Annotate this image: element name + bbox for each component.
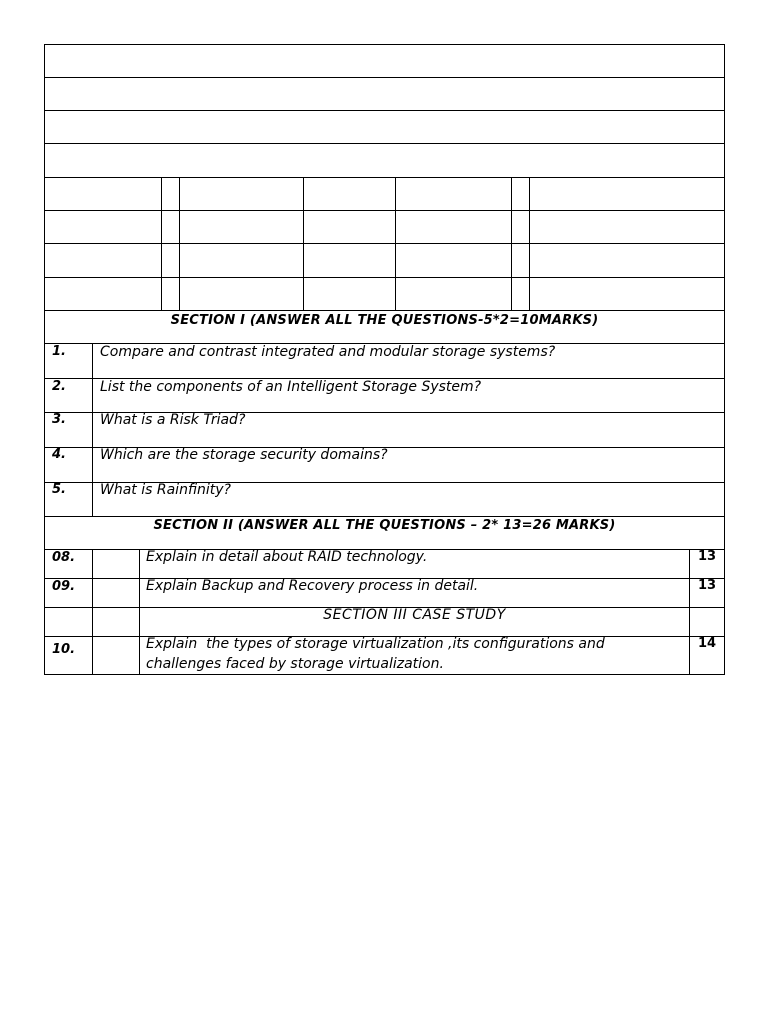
- question-number: 4.: [52, 447, 66, 462]
- question-text: Explain in detail about RAID technology.: [146, 549, 428, 565]
- table-rule: [44, 516, 725, 517]
- grid-divider: [179, 177, 180, 310]
- table-rule: [44, 243, 725, 244]
- question-text: Explain Backup and Recovery process in detail.: [146, 578, 479, 594]
- table-rule: [44, 177, 725, 178]
- question-number: 1.: [52, 344, 66, 359]
- section2-marks-divider: [689, 549, 690, 674]
- question-text: What is Rainfinity?: [100, 482, 231, 498]
- question-text: List the components of an Intelligent Storage System?: [100, 379, 482, 395]
- question-text-line-2: challenges faced by storage virtualization.: [146, 656, 444, 672]
- table-border-left: [44, 44, 45, 675]
- question-marks: 13: [697, 549, 717, 564]
- question-number: 10.: [52, 642, 76, 657]
- question-text: Compare and contrast integrated and modular storage systems?: [100, 344, 556, 360]
- table-rule: [44, 674, 725, 675]
- section2-heading: SECTION II (ANSWER ALL THE QUESTIONS – 2* 13=26 MARKS): [153, 518, 616, 533]
- question-number: 2.: [52, 379, 66, 394]
- table-border-right: [724, 44, 725, 675]
- table-rule: [44, 44, 725, 45]
- grid-divider: [529, 177, 530, 310]
- grid-divider: [161, 177, 162, 310]
- grid-divider: [303, 177, 304, 310]
- question-number: 08.: [52, 550, 76, 565]
- question-number: 3.: [52, 412, 66, 427]
- question-number: 5.: [52, 482, 66, 497]
- question-text-line-1: Explain the types of storage virtualization ,its configurations and: [146, 636, 605, 652]
- section2-number-divider: [92, 549, 93, 674]
- section3-heading: SECTION III CASE STUDY: [323, 607, 506, 623]
- table-rule: [44, 77, 725, 78]
- grid-divider: [511, 177, 512, 310]
- table-rule: [44, 143, 725, 144]
- question-marks: 14: [697, 636, 717, 651]
- table-rule: [44, 277, 725, 278]
- table-rule: [44, 210, 725, 211]
- table-rule: [44, 110, 725, 111]
- question-text: What is a Risk Triad?: [100, 412, 246, 428]
- grid-divider: [395, 177, 396, 310]
- question-text: Which are the storage security domains?: [100, 447, 388, 463]
- question-marks: 13: [697, 578, 717, 593]
- table-rule: [44, 310, 725, 311]
- section1-heading: SECTION I (ANSWER ALL THE QUESTIONS-5*2=10MARKS): [170, 313, 599, 328]
- section1-number-divider: [92, 343, 93, 516]
- question-number: 09.: [52, 579, 76, 594]
